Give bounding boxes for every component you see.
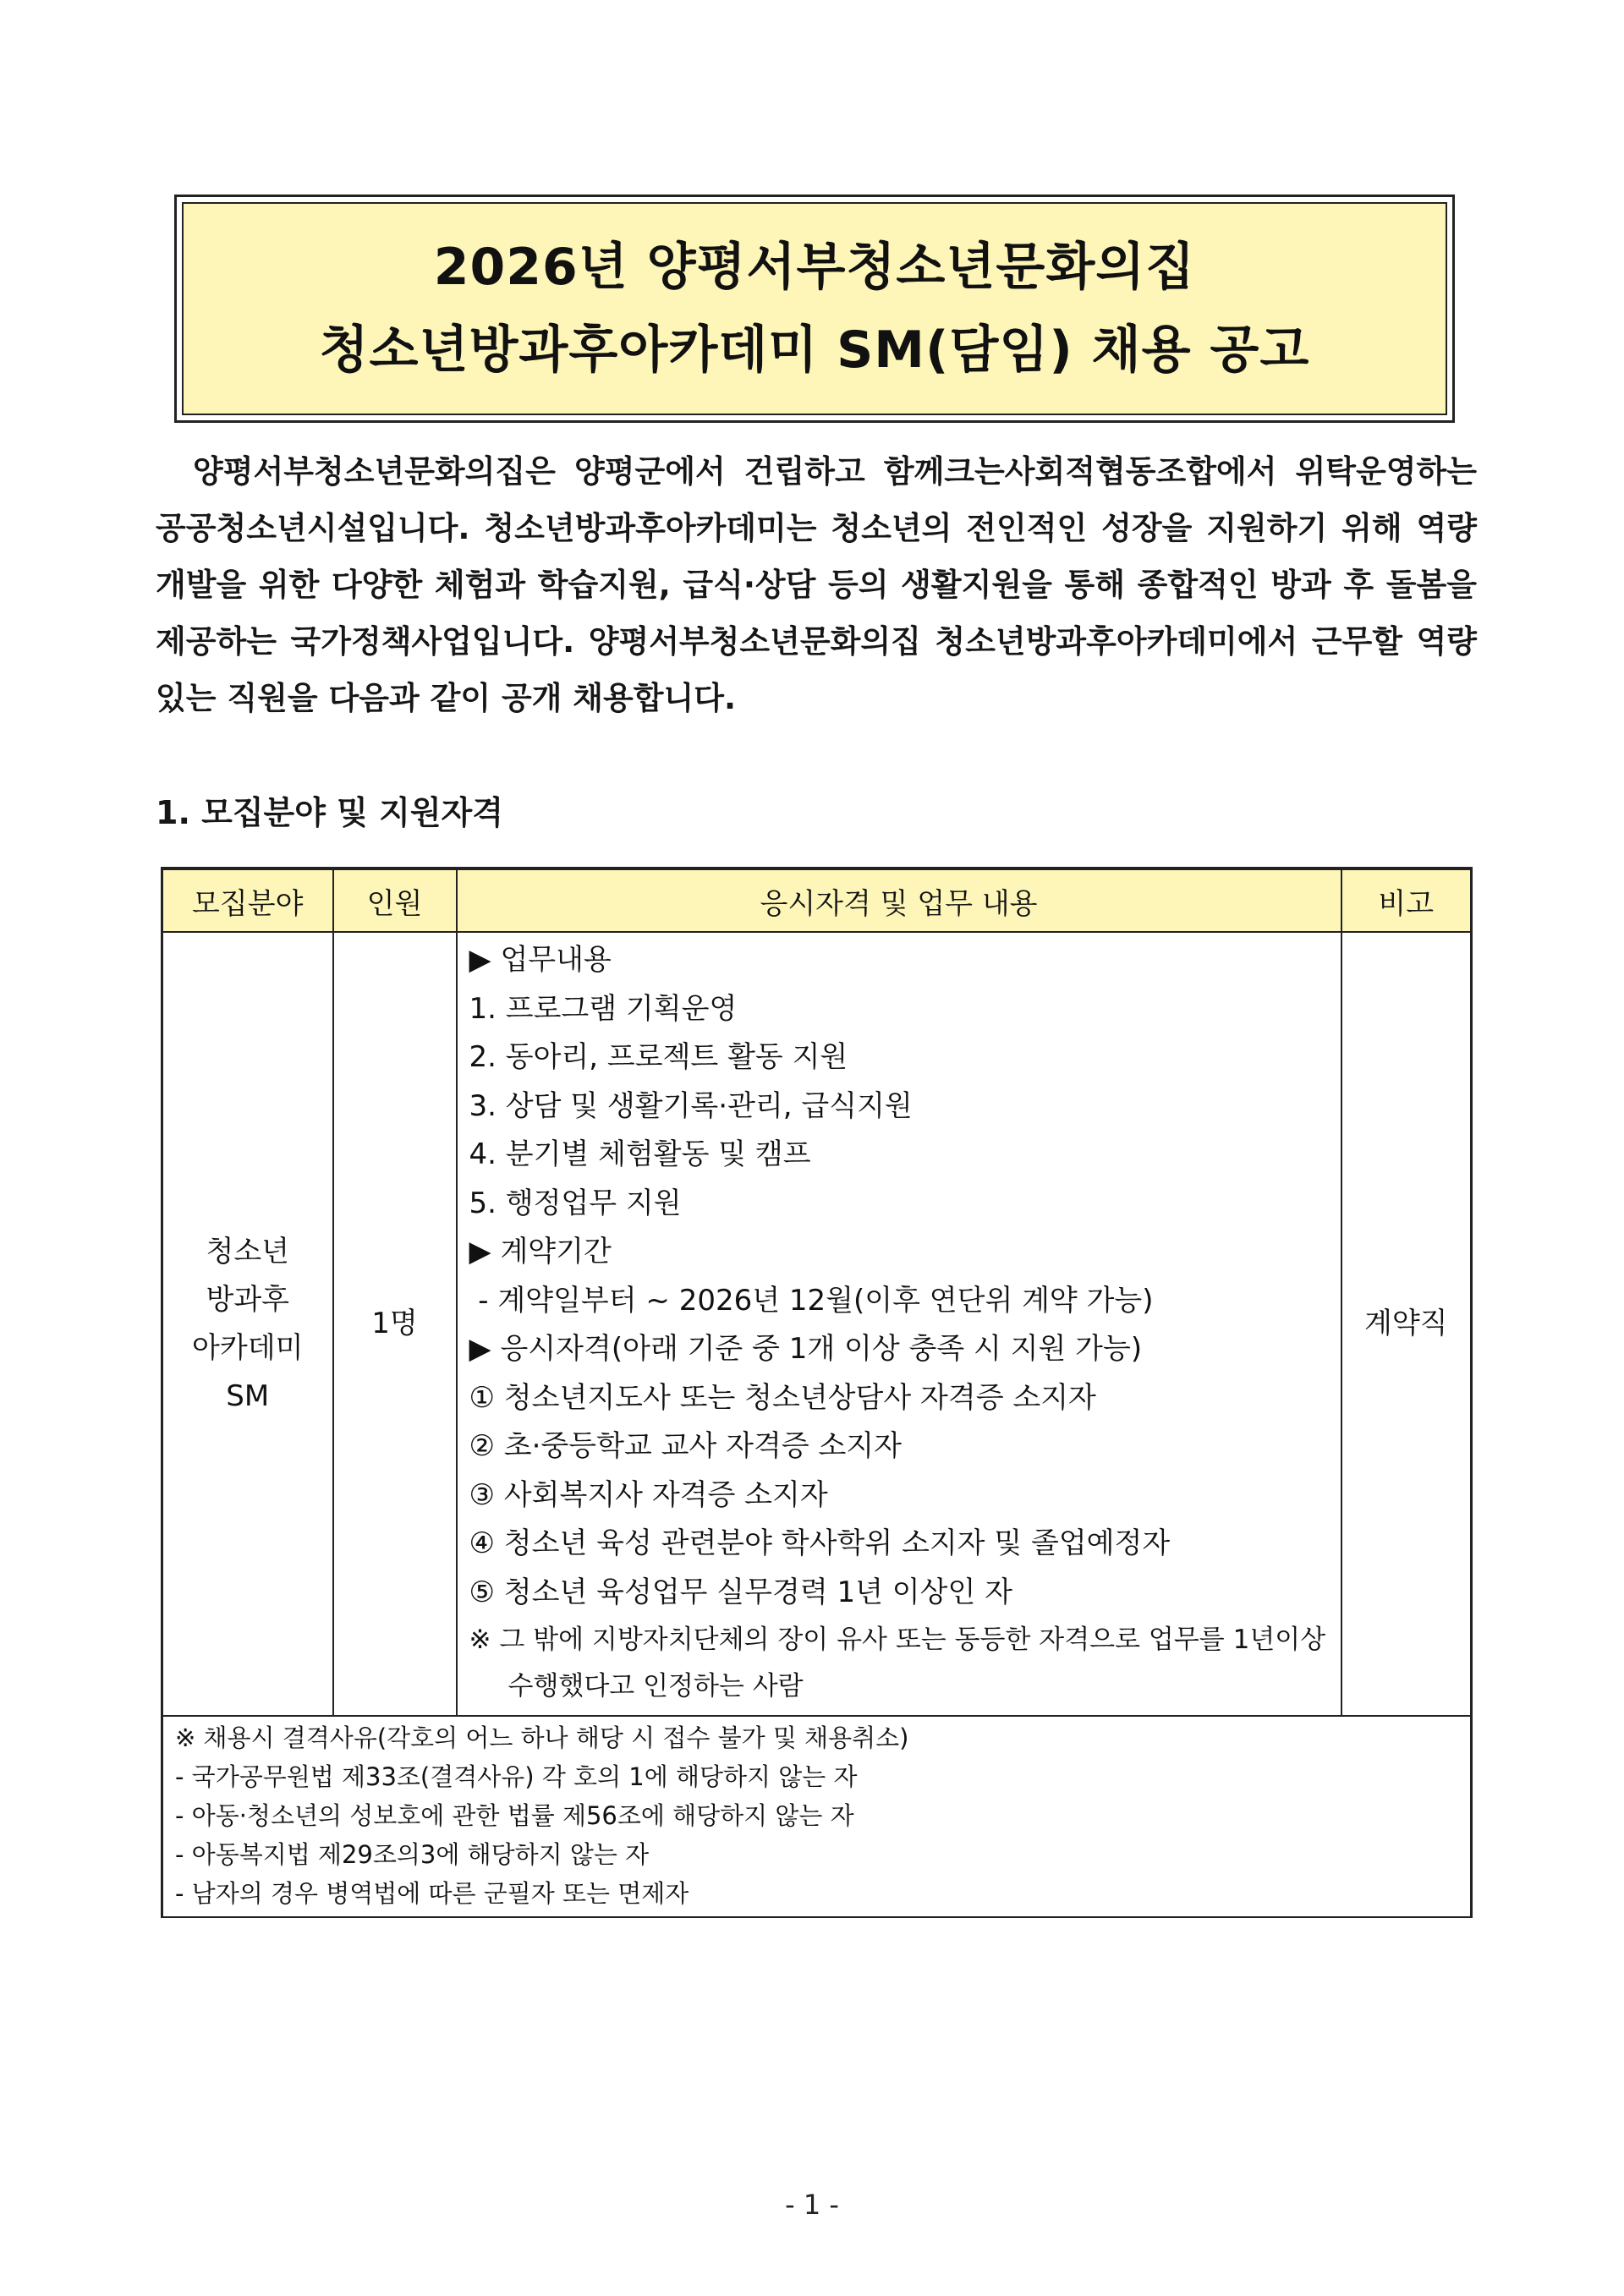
content-line: - 계약일부터 ~ 2026년 12월(이후 연단위 계약 가능) xyxy=(469,1283,1154,1318)
content-line: ▶ 응시자격(아래 기준 중 1개 이상 충족 시 지원 가능) xyxy=(469,1332,1143,1366)
content-line: 4. 분기별 체험활동 및 캠프 xyxy=(469,1137,811,1171)
footer-line: - 아동·청소년의 성보호에 관한 법률 제56조에 해당하지 않는 자 xyxy=(175,1801,854,1830)
content-line: 1. 프로그램 기획운영 xyxy=(469,991,738,1026)
title-line-1: 2026년 양평서부청소년문화의집 xyxy=(433,238,1196,297)
table-header-row xyxy=(162,869,1472,932)
title-box xyxy=(174,195,1455,423)
content-line: 3. 상담 및 생활기록·관리, 급식지원 xyxy=(469,1088,913,1123)
content-note-line: 수행했다고 인정하는 사람 xyxy=(508,1671,804,1701)
title-line-2: 청소년방과후아카데미 SM(담임) 채용 공고 xyxy=(319,321,1310,380)
section-heading: 1. 모집분야 및 지원자격 xyxy=(156,794,503,831)
content-line: 2. 동아리, 프로젝트 활동 지원 xyxy=(469,1040,848,1074)
content-line: ▶ 업무내용 xyxy=(469,943,612,977)
intro-paragraph: 양평서부청소년문화의집은 양평군에서 건립하고 함께크는사회적협동조합에서 위탁운영하는 공공청소년시설입니다. 청소년방과후아카데미는 청소년의 전인적인 성장을 지원하기 위해 역량 개발을 위한 다양한 체험과 학습지원, 급식·상담 등의 생활지원을 통해 종합적인 방과 후 돌봄을 제공하는 국가정책사업입니다. 양평서부청소년문화의집 청소년방과후아카데미에서 근무할 역량 있는 직원을 다음과 같이 공개 채용합니다. xyxy=(156,453,1477,716)
content-line: ⑤ 청소년 육성업무 실무경력 1년 이상인 자 xyxy=(469,1575,1012,1609)
footer-line: - 아동복지법 제29조의3에 해당하지 않는 자 xyxy=(175,1840,650,1869)
count-cell: 1명 xyxy=(333,932,457,1716)
field-line: SM xyxy=(226,1378,270,1413)
qualification-cell xyxy=(457,932,1341,1716)
header-field: 모집분야 xyxy=(162,869,333,932)
field-line: 방과후 xyxy=(206,1282,290,1317)
disqualification-cell xyxy=(162,1716,1472,1917)
field-cell xyxy=(162,932,333,1716)
table-row xyxy=(162,932,1472,1716)
footer-line: - 국가공무원법 제33조(결격사유) 각 호의 1에 해당하지 않는 자 xyxy=(175,1762,858,1791)
field-line: 아카데미 xyxy=(192,1330,304,1365)
title-inner xyxy=(182,202,1447,415)
footer-line: - 남자의 경우 병역법에 따른 군필자 또는 면제자 xyxy=(175,1879,689,1908)
header-note: 비고 xyxy=(1341,869,1472,932)
content-line: ① 청소년지도사 또는 청소년상담사 자격증 소지자 xyxy=(469,1380,1096,1415)
field-line: 청소년 xyxy=(206,1234,290,1269)
header-qualification: 응시자격 및 업무 내용 xyxy=(457,869,1341,932)
recruitment-table xyxy=(161,867,1473,1918)
note-cell: 계약직 xyxy=(1341,932,1472,1716)
header-count: 인원 xyxy=(333,869,457,932)
content-line: 5. 행정업무 지원 xyxy=(469,1186,682,1220)
content-line: ② 초·중등학교 교사 자격증 소지자 xyxy=(469,1429,902,1463)
content-line: ▶ 계약기간 xyxy=(469,1235,612,1269)
page-number: - 1 - xyxy=(785,2189,839,2221)
table-footer-row xyxy=(162,1716,1472,1917)
content-note-line: ※ 그 밖에 지방자치단체의 장이 유사 또는 동등한 자격으로 업무를 1년이상 xyxy=(469,1625,1326,1655)
content-line: ④ 청소년 육성 관련분야 학사학위 소지자 및 졸업예정자 xyxy=(469,1526,1171,1560)
footer-line: ※ 채용시 결격사유(각호의 어느 하나 해당 시 접수 불가 및 채용취소) xyxy=(175,1723,909,1752)
content-line: ③ 사회복지사 자격증 소지자 xyxy=(469,1477,828,1512)
